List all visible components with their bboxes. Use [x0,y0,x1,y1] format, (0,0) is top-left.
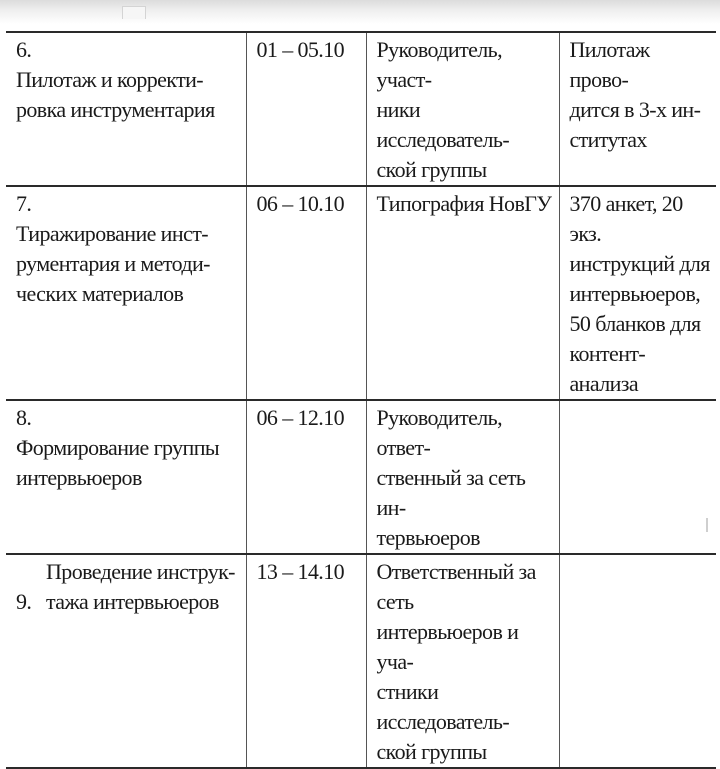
top-tab-marker [122,6,146,19]
dates-cell [246,400,366,554]
note-cell [559,32,716,186]
responsible-value: Типография НовГУ [376,191,552,216]
note-cell [559,400,716,554]
responsible-cell [366,32,559,186]
dates-value: 06 – 12.10 [256,405,345,430]
row-number: 9. [16,589,32,614]
note-value: 370 анкет, 20 экз. инструкций для интервьюеров, 50 бланков для контент-анализа [569,191,710,396]
dates-cell [246,32,366,186]
note-cell [559,186,716,400]
responsible-cell [366,554,559,768]
table-row [6,186,716,400]
task-cell [6,32,246,186]
row-number: 7. [16,191,32,216]
responsible-value: Ответственный за сеть интервьюеров и уча- стники исследователь- ской группы [376,559,536,764]
dates-value: 06 – 10.10 [256,191,345,216]
responsible-value: Руководитель, ответ- ственный за сеть ин- тервьюеров [376,405,526,550]
table-row [6,32,716,186]
responsible-cell [366,400,559,554]
responsible-cell [366,186,559,400]
table-row [6,400,716,554]
task-description: Проведение инструк- тажа интервьюеров [46,559,235,614]
task-description: Формирование группы интервьюеров [16,435,220,490]
dates-cell [246,186,366,400]
task-description: Тиражирование инст- рументария и методи- ческих материалов [16,221,210,306]
schedule-table-container [6,31,716,769]
note-value: Пилотаж прово- дится в 3-х ин- ститутах [569,37,701,152]
scroll-edge-mark [706,518,708,532]
table-row [6,554,716,768]
dates-value: 13 – 14.10 [256,559,345,584]
row-number: 6. [16,37,32,62]
dates-value: 01 – 05.10 [256,37,345,62]
task-cell [6,400,246,554]
task-cell [6,186,246,400]
task-cell [6,554,246,768]
schedule-table [6,31,716,769]
responsible-value: Руководитель, участ- ники исследователь- ской группы [376,37,510,182]
row-number: 8. [16,405,32,430]
top-shadow-bar [0,0,720,24]
dates-cell [246,554,366,768]
task-description: Пилотаж и корректи- ровка инструментария [16,67,215,122]
note-cell [559,554,716,768]
